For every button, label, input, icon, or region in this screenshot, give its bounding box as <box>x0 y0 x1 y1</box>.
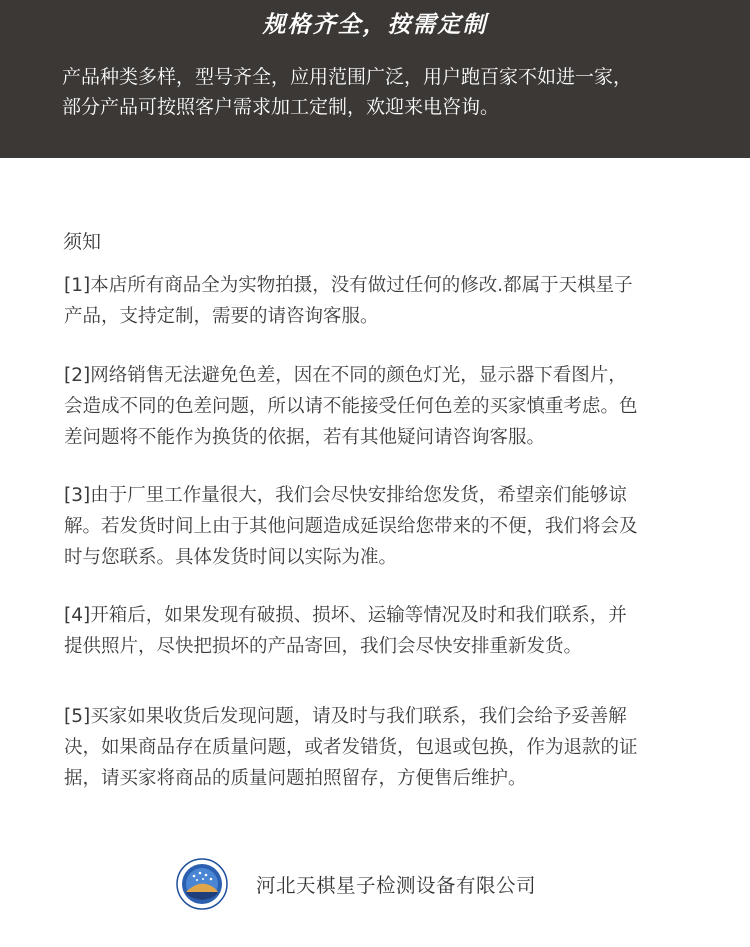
top-banner <box>0 0 750 158</box>
company-logo-icon <box>176 858 228 910</box>
notice-item-2: [2]网络销售无法避免色差，因在不同的颜色灯光，显示器下看图片， 会造成不同的色差问题，所以请不能接受任何色差的买家慎重考虑。色 差问题将不能作为换货的依据，若有其他疑问请咨询客服。 <box>64 365 638 448</box>
notice-item-5: [5]买家如果收货后发现问题，请及时与我们联系，我们会给予妥善解 决，如果商品存在质量问题，或者发错货，包退或包换，作为退款的证 据，请买家将商品的质量问题拍照留存，方便售后维护。 <box>64 706 638 789</box>
banner-description: 产品种类多样，型号齐全，应用范围广泛，用户跑百家不如进一家， 部分产品可按照客户需求加工定制，欢迎来电咨询。 <box>62 66 633 118</box>
notice-item-4: [4]开箱后，如果发现有破损、损坏、运输等情况及时和我们联系，并 提供照片，尽快把损坏的产品寄回，我们会尽快安排重新发货。 <box>64 605 627 657</box>
company-name: 河北天棋星子检测设备有限公司 <box>256 874 537 897</box>
notice-item-1: [1]本店所有商品全为实物拍摄，没有做过任何的修改.都属于天棋星子 产品，支持定制，需要的请咨询客服。 <box>64 275 633 327</box>
notice-item-3: [3]由于厂里工作量很大，我们会尽快安排给您发货，希望亲们能够谅 解。若发货时间上由于其他问题造成延误给您带来的不便，我们将会及 时与您联系。具体发货时间以实际为准。 <box>64 485 638 568</box>
company-footer <box>176 858 536 910</box>
notice-heading: 须知 <box>63 231 102 253</box>
banner-title: 规格齐全，按需定制 <box>262 12 488 38</box>
